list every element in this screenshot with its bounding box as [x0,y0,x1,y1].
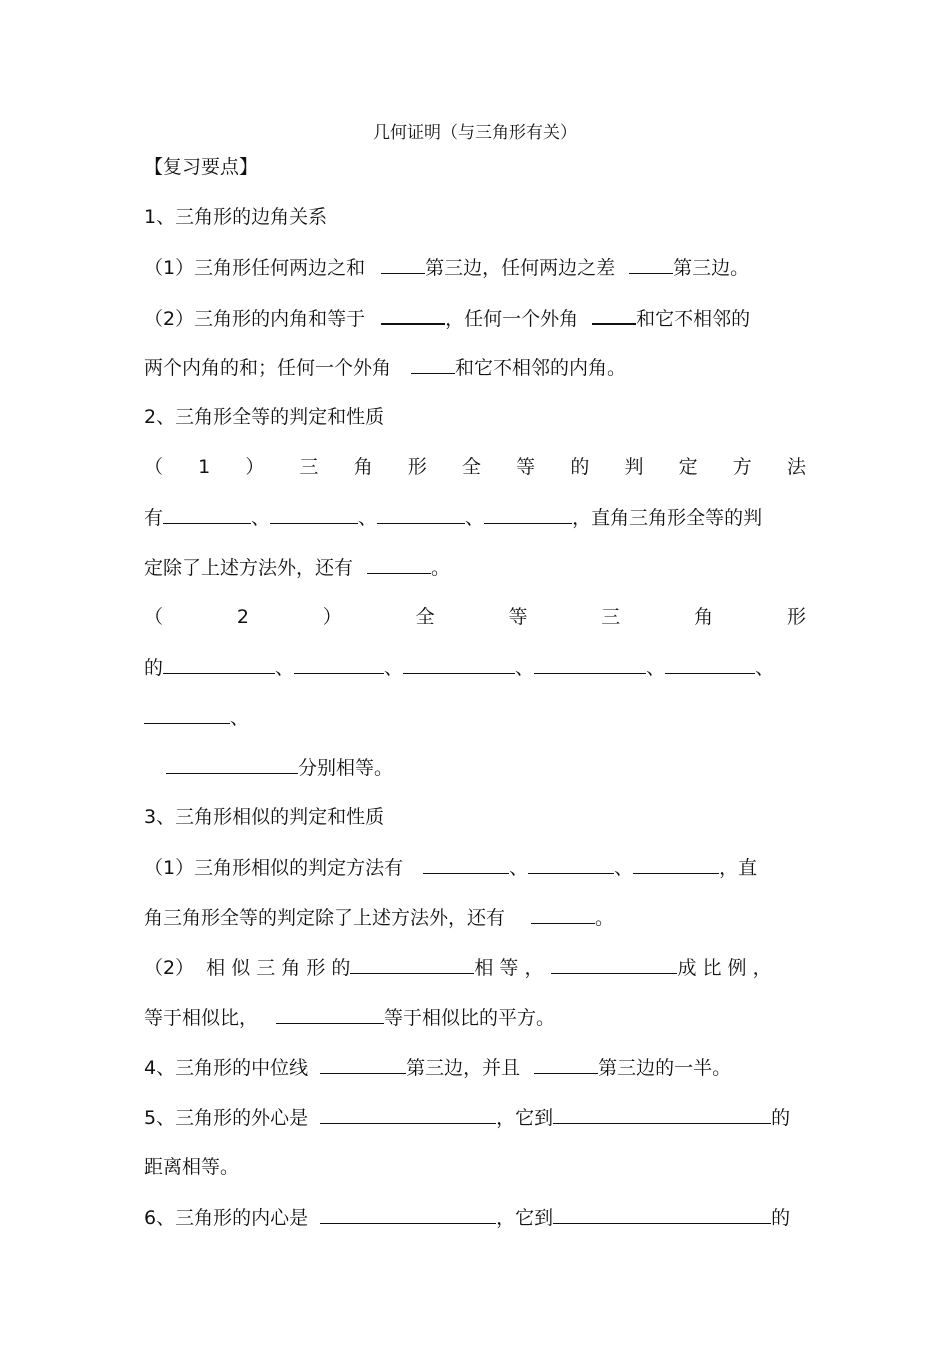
review-heading: 【复习要点】 [144,156,259,178]
s3-item-1 [144,855,806,880]
char: 形 [786,606,806,628]
char: 形 [407,456,427,478]
blank-field[interactable] [163,655,275,674]
char: 三 [601,606,621,628]
text: 第三边。 [673,257,750,279]
separator: 、 [515,657,535,679]
s2-item-1-spread [144,455,806,479]
s1-item-2-cont [144,355,806,380]
separator: 、 [509,857,529,879]
text: 角三角形全等的判定除了上述方法外，还有 [144,907,506,929]
text: （2） 相 似 三 角 形 的 [144,957,351,979]
text: （1）三角形相似的判定方法有 [144,857,404,879]
char: 全 [415,606,435,628]
text: 第三边，并且 [406,1057,521,1079]
text: 和它不相邻的 [636,308,751,330]
blank-field[interactable] [592,305,636,325]
blank-field[interactable] [553,1205,771,1224]
separator: 、 [230,707,250,729]
s2-item-2-cont [144,655,806,680]
section-5-cont: 距离相等。 [144,1156,240,1178]
s2-item-2-cont3 [144,755,806,780]
text: ，直 [719,857,758,879]
text: 。 [431,557,451,579]
blank-field[interactable] [629,255,673,274]
blank-field[interactable] [144,705,230,724]
char: 定 [678,456,698,478]
text: （2）三角形的内角和等于 [144,308,366,330]
page-title: 几何证明（与三角形有关） [373,123,577,143]
blank-field[interactable] [665,655,755,674]
blank-field[interactable] [270,505,358,524]
blank-field[interactable] [528,855,614,874]
blank-field[interactable] [551,955,677,974]
text: 两个内角的和；任何一个外角 [144,357,392,379]
char: 1 [198,456,211,478]
text: 第三边的一半。 [598,1057,732,1079]
char: 全 [462,456,482,478]
blank-field[interactable] [377,505,465,524]
char: ） [245,456,265,478]
char: 的 [570,456,590,478]
separator: 、 [275,657,295,679]
blank-field[interactable] [163,505,251,524]
text: 5、三角形的外心是 [144,1107,309,1129]
text: ，它到 [496,1207,554,1229]
separator: 、 [358,507,378,529]
s2-item-1-cont [144,505,806,530]
text: 的 [771,1107,791,1129]
text: 定除了上述方法外，还有 [144,557,354,579]
blank-field[interactable] [166,755,298,774]
blank-field[interactable] [633,855,719,874]
blank-field[interactable] [294,655,384,674]
blank-field[interactable] [484,505,572,524]
s2-item-2-spread [144,605,806,629]
section-3-heading: 3、三角形相似的判定和性质 [144,806,385,828]
text: 相 等 ， [474,957,544,979]
separator: 、 [646,657,666,679]
text: 第三边，任何两边之差 [425,257,616,279]
text: 。 [595,907,615,929]
s1-item-1 [144,255,806,280]
text: 分别相等。 [298,757,394,779]
text: ，任何一个外角 [445,308,579,330]
section-1-heading: 1、三角形的边角关系 [144,206,328,228]
blank-field[interactable] [350,955,474,974]
char: 2 [236,606,249,628]
s3-item-1-cont [144,905,806,930]
char: 方 [732,456,752,478]
blank-field[interactable] [553,1105,771,1124]
s1-item-2 [144,305,806,331]
section-6 [144,1205,806,1230]
text: 和它不相邻的内角。 [455,357,627,379]
text: 4、三角形的中位线 [144,1057,309,1079]
char: （ [144,456,164,478]
text: ，它到 [496,1107,554,1129]
text: 等于相似比， [144,1007,259,1029]
char: 判 [624,456,644,478]
separator: 、 [465,507,485,529]
char: 角 [694,606,714,628]
separator: 、 [614,857,634,879]
blank-field[interactable] [423,855,509,874]
text: （1）三角形任何两边之和 [144,257,366,279]
separator: 、 [251,507,271,529]
char: 等 [516,456,536,478]
s3-item-2 [144,955,806,980]
text: 的 [771,1207,791,1229]
blank-field[interactable] [381,255,425,274]
blank-field[interactable] [534,1055,598,1074]
blank-field[interactable] [320,1205,496,1224]
text: 有 [144,507,164,529]
char: 等 [508,606,528,628]
separator: 、 [384,657,404,679]
blank-field[interactable] [381,305,445,325]
s3-item-2-cont [144,1005,806,1030]
char: 角 [353,456,373,478]
text: ，直角三角形全等的判 [572,507,763,529]
text: 的 [144,657,164,679]
blank-field[interactable] [276,1005,384,1024]
blank-field[interactable] [403,655,515,674]
separator: 、 [755,657,775,679]
blank-field[interactable] [320,1105,496,1124]
char: （ [144,606,164,628]
s2-item-2-cont2 [144,705,806,730]
blank-field[interactable] [320,1055,406,1074]
char: 法 [786,456,806,478]
blank-field[interactable] [367,555,431,574]
blank-field[interactable] [534,655,646,674]
blank-field[interactable] [411,355,455,374]
section-5 [144,1105,806,1130]
text: 成 比 例 ， [677,957,772,979]
blank-field[interactable] [531,905,595,924]
section-2-heading: 2、三角形全等的判定和性质 [144,406,385,428]
text: 6、三角形的内心是 [144,1207,309,1229]
section-4 [144,1055,806,1080]
char: ） [322,606,342,628]
text: 等于相似比的平方。 [384,1007,556,1029]
char: 三 [299,456,319,478]
s2-item-1-cont2 [144,555,806,580]
